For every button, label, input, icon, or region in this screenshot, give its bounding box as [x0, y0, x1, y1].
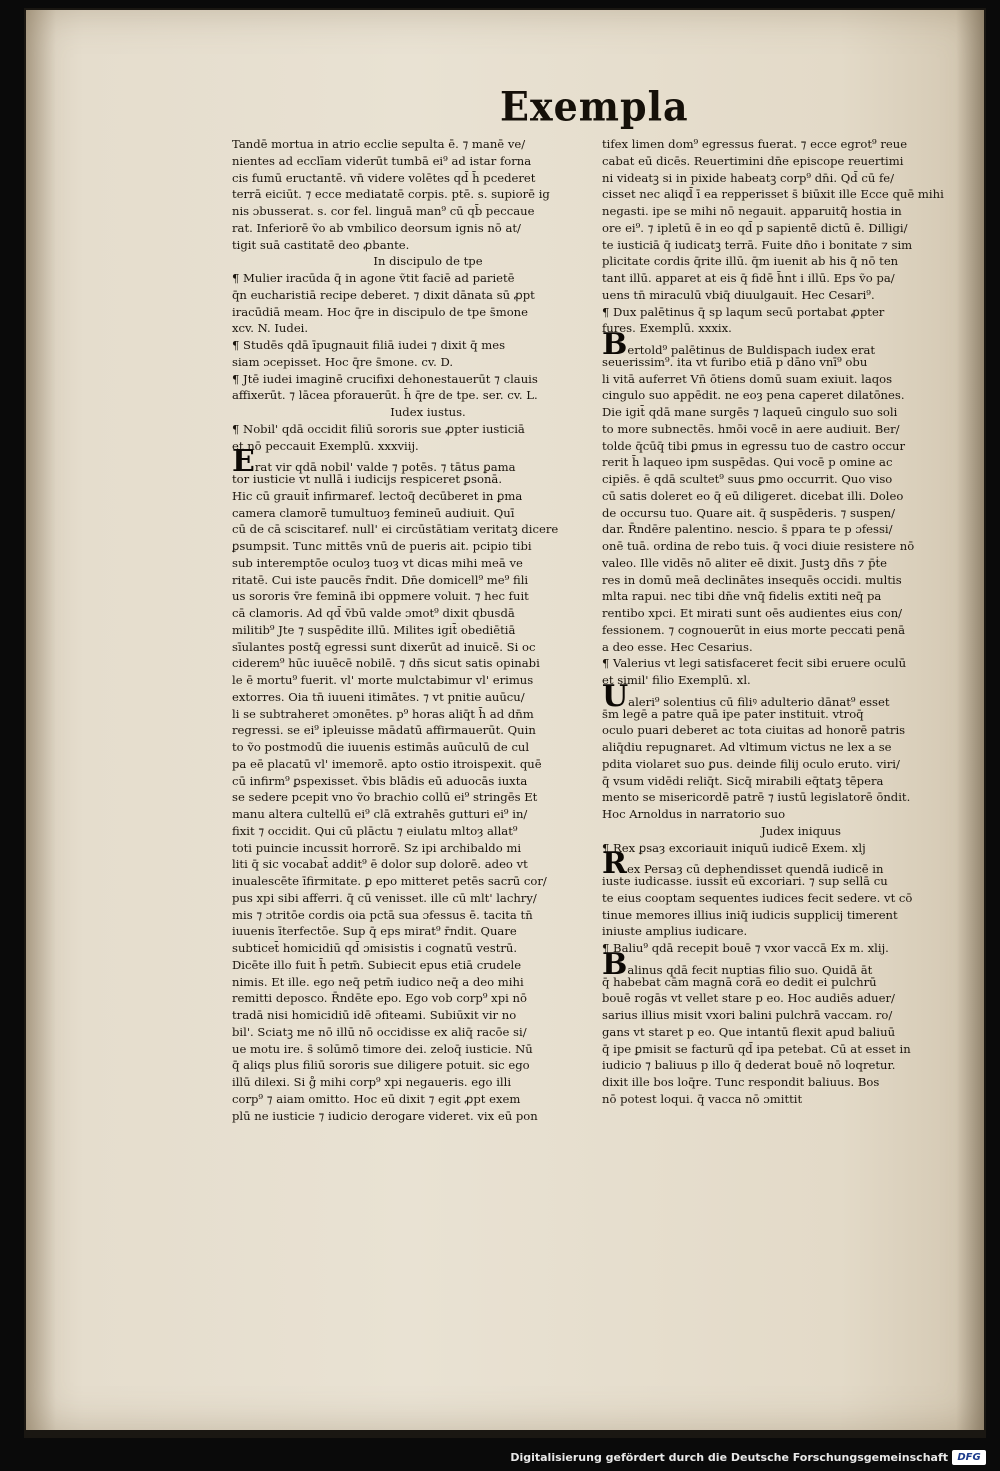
- text-line: rerit h̄ laqueo ipm suspēdas. Qui vocē p omine ac: [602, 455, 893, 470]
- text-line: plicitate cordis q̄rite illū. q̄m iuenit ab his q̄ nō ten: [602, 254, 899, 269]
- text-line: de occursu tuo. Quare ait. q̄ suspēderis. ⁊ suspen/: [602, 505, 896, 520]
- text-line: toti puincie incussit horrorē. Sz ipi archibaldo mi: [232, 840, 522, 855]
- text-line: Rex Persaȝ cū dephendisset quendā iudicē in: [602, 846, 884, 882]
- text-line: sarius illius misit vxori balini pulchrā vaccam. ro/: [602, 1008, 893, 1022]
- text-line: mento se misericordē patrē ⁊ iustū legislatorē ōndit.: [602, 790, 911, 805]
- text-line: cā clamoris. Ad qd̄ v̄bū valde ɔmot⁹ dixit qbusdā: [232, 606, 515, 620]
- text-line: siam ɔcepisset. Hoc q̄re s̄mone. cv. D.: [232, 354, 454, 369]
- text-line: Ualeri⁹ solentius cū filiꝰ adulterio dānat⁹ esset: [602, 678, 890, 714]
- text-line: uens tn̄ miraculū vbiq̄ diuulgauit. Hec Cesari⁹.: [602, 287, 875, 302]
- text-line: ritatē. Cui iste paucēs r̄ndit. Dn̄e domicell⁹ me⁹ fili: [232, 572, 529, 587]
- text-line: dixit ille bos loq̄re. Tunc respondit baliuus. Bos: [602, 1075, 880, 1089]
- text-line: cisset nec aliqd̄ ī ea repperisset s̄ biūxit ille Ecce quē mihi: [602, 187, 944, 202]
- text-line: terrā eiciūt. ⁊ ecce mediatatē corpis. ptē. s. supiorē ig: [232, 187, 550, 202]
- text-line: bil'. Sciatꝫ me nō illū nō occidisse ex aliq̄ racōe si/: [232, 1024, 527, 1039]
- text-line: Erat vir qdā nobil' valde ⁊ potēs. ⁊ tātus ꝑama: [232, 444, 516, 480]
- text-line: inualescēte īfirmitate. ꝑ epo mitteret petēs sacrū cor/: [232, 874, 547, 888]
- text-line: remitti deposco. R̄ndēte epo. Ego vob corp⁹ xpi nō: [232, 991, 527, 1006]
- text-line: pdita violaret suo ꝑus. deinde filij oculo eruto. viri/: [602, 756, 900, 771]
- text-line: cabat eū dicēs. Reuertimini dn̄e episcope reuertimi: [602, 153, 904, 168]
- left-text-column: [232, 136, 584, 1124]
- text-line: nimis. Et ille. ego neq̄ petm̄ iudico neq̄ a deo mihi: [232, 974, 524, 989]
- text-line: cū de cā sciscitaref. null' ei circūstātiam veritatꝫ dicere: [232, 522, 559, 537]
- text-line: xcv. N. Iudei.: [232, 321, 309, 336]
- text-line: corp⁹ ⁊ aiam omitto. Hoc eū dixit ⁊ egit ꝓpt exem: [232, 1091, 521, 1106]
- text-line: Die igit̄ qdā mane surgēs ⁊ laqueū cingulo suo soli: [602, 405, 898, 419]
- text-line: et nō peccauit Exemplū. xxxviij.: [232, 438, 419, 453]
- text-line: q̄ vsum vidēdi reliq̄t. Sicq̄ mirabili eq̄tatꝫ tēpera: [602, 773, 884, 788]
- text-line: se sedere pcepit vno ṽo brachio collū ei⁹ stringēs Et: [232, 790, 538, 805]
- text-line: regressi. se ei⁹ ipleuisse mādatū affirmauerūt. Quin: [232, 723, 536, 738]
- text-line: affixerūt. ⁊ lācea pforauerūt. h̄ q̄re de tpe. ser. cv. L.: [232, 388, 538, 403]
- text-line: mlta rapui. nec tibi dn̄e vnq̄ fidelis extiti neq̄ pa: [602, 589, 882, 604]
- text-line: tigit suā castitatē deo ꝓbante.: [232, 237, 410, 252]
- text-line: iracūdiā meam. Hoc q̄re in discipulo de tpe s̄mone: [232, 304, 529, 319]
- text-line: tradā nisi homicidiū idē ɔfiteami. Subiūxit vir no: [232, 1008, 517, 1022]
- text-line: seuerissim⁹. ita vt furibo etiā p dāno vnī⁹ obu: [602, 354, 868, 369]
- text-line: ciderem⁹ hūc iuuēcē nobilē. ⁊ dn̄s sicut satis opinabi: [232, 656, 540, 671]
- text-line: illū dilexi. Si g̊ mihi corp⁹ xpi negaueris. ego illi: [232, 1075, 512, 1089]
- text-line: fures. Exemplū. xxxix.: [602, 321, 732, 336]
- text-line: liti q̄ sic vocabat̄ addit⁹ ē dolor sup dolorē. adeo vt: [232, 857, 528, 872]
- text-line: Bertold⁹ palētinus de Buldispach iudex erat: [602, 327, 876, 362]
- text-line: manu altera cultellū ei⁹ clā extrahēs gutturi ei⁹ in/: [232, 807, 528, 821]
- text-line: tinue memores illius iniq̄ iudicis supplicij timerent: [602, 907, 898, 922]
- text-line: ¶ Studēs qdā īpugnauit filiā iudei ⁊ dixit q̄ mes: [232, 338, 506, 352]
- text-line: mis ⁊ ɔtritōe cordis oia pctā sua ɔfessus ē. tacita tn̄: [232, 907, 533, 922]
- text-line: li vitā auferret Vn̄ ōtiens domū suam exiuit. laqos: [602, 371, 893, 386]
- text-line: ¶ Valerius vt legi satisfaceret fecit sibi eruere oculū: [602, 656, 907, 671]
- page-edge-stain: [26, 10, 56, 1430]
- text-line: valeo. Ille vidēs nō aliter eē dixit. Justꝫ dn̄s ⁊ p̄ṫe: [602, 555, 888, 570]
- text-line: bouē rogās vt vellet stare p eo. Hoc audiēs aduer/: [602, 991, 895, 1006]
- text-line: Dicēte illo fuit h̄ petm̄. Subiecit epus etiā crudele: [232, 957, 522, 972]
- text-line: le ē mortu⁹ fuerit. vl' morte mulctabimur vl' erimus: [232, 673, 534, 687]
- text-line: a deo esse. Hec Cesarius.: [602, 639, 753, 654]
- text-line: sīulantes postq̄ egressi sunt dixerūt ad inuicē. Si oc: [232, 639, 536, 654]
- text-line: ni videatꝫ si in pixide habeatꝫ corp⁹ dn̄i. Qd̄ cū fe/: [602, 170, 895, 185]
- text-line: li se subtraheret ɔmonētes. p⁹ horas aliq̄t h̄ ad dn̄m: [232, 706, 534, 721]
- text-line: cū satis doleret eo q̄ eū diligeret. dicebat illi. Doleo: [602, 488, 904, 503]
- text-line: et simil' filio Exemplū. xl.: [602, 673, 751, 687]
- text-line: q̄ aliqs plus filiū sororis sue diligere potuit. sic ego: [232, 1058, 530, 1073]
- text-line: iudicio ⁊ baliuus p illo q̄ dederat bouē nō loqretur.: [602, 1058, 896, 1073]
- text-line: onē tuā. ordina de rebo tuis. q̄ voci diuie resistere nō: [602, 539, 915, 553]
- text-line: dar. R̄ndēre palentino. nescio. s̄ ppara te p ɔfessi/: [602, 522, 893, 537]
- text-line: camera clamorē tumultuoȝ femineū audiuit. Quī: [232, 505, 515, 520]
- text-line: q̄n eucharistiā recipe deberet. ⁊ dixit dānata sū ꝓpt: [232, 287, 535, 302]
- text-line: res in domū meā declinātes insequēs occidi. multis: [602, 572, 902, 587]
- text-line: ore ei⁹. ⁊ ipletū ē in eo qd̄ p sapientē dictū ē. Dilligi/: [602, 220, 908, 235]
- text-line: pus xpi sibi afferri. q̄ cū venisset. ille cū mlt' lachry/: [232, 890, 537, 905]
- text-line: rat. Inferiorē ṽo ab vmbilico deorsum ignis nō at/: [232, 220, 521, 235]
- running-head: Exempla: [500, 82, 689, 131]
- text-line: to more subnectēs. hmōi vocē in aere audiuit. Ber/: [602, 421, 900, 436]
- right-text-column: [602, 136, 960, 1108]
- text-line: subticet̄ homicidiū qd̄ ɔmisistis i cognatū vestrū.: [232, 941, 518, 955]
- text-line: s̄m legē a patre quā ipe pater instituit. vtroq̄: [602, 706, 864, 721]
- text-line: nis ɔbusserat. s. cor fel. linguā man⁹ cū qb̄ peccaue: [232, 204, 535, 218]
- text-line: cū infirm⁹ ꝑspexisset. v̄bis blādis eū aduocās iuxta: [232, 773, 528, 788]
- text-line: plū ne iusticie ⁊ iudicio derogare videret. vix eū pon: [232, 1108, 538, 1123]
- text-line: nientes ad ecclīam viderūt tumbā ei⁹ ad istar forna: [232, 153, 532, 168]
- text-line: fessionem. ⁊ cognouerūt in eius morte peccati penā: [602, 622, 906, 637]
- text-line: militib⁹ Jte ⁊ suspēdite illū. Milites igit̄ obediētiā: [232, 622, 516, 637]
- text-line: tolde q̄cūq̄ tibi ꝑmus in egressu tuo de castro occur: [602, 438, 905, 453]
- text-line: ¶ Mulier iracūda q̄ in agone ṽtit faciē ad parietē: [232, 271, 515, 285]
- text-line: cis fumū eructantē. vn̄ videre volētes qd̄ h̄ pcederet: [232, 170, 536, 185]
- text-line: q̄ ipe ꝑmisit se facturū qd̄ ipa petebat. Cū at esset in: [602, 1041, 911, 1056]
- text-line: ꝑsumpsit. Tunc mittēs vnū de pueris ait. pcipio tibi: [232, 539, 532, 553]
- text-line: tifex limen dom⁹ egressus fuerat. ⁊ ecce egrot⁹ reue: [602, 137, 908, 151]
- text-line: tant illū. apparet at eis q̄ fidē h̄nt i illū. Eps ṽo pa/: [602, 271, 895, 285]
- text-line: iuuenis īterfectōe. Sup q̄ eps mirat⁹ r̄ndit. Quare: [232, 924, 517, 939]
- text-line: gans vt staret p eo. Que intantū flexit apud baliuū: [602, 1024, 896, 1039]
- text-line: ¶ Rex ꝑsaȝ excoriauit iniquū iudicē Exem. xlj: [602, 840, 866, 855]
- text-line: oculo puari deberet ac tota ciuitas ad honorē patris: [602, 723, 906, 738]
- gutter-shadow: [956, 10, 984, 1430]
- text-line: ¶ Nobil' qdā occidit filiū sororis sue ꝓpter iusticiā: [232, 421, 525, 436]
- text-line: q̄ habebat cām magnā corā eo dedit ei pulchrū: [602, 974, 877, 989]
- text-line: Judex iniquus: [761, 823, 841, 838]
- text-line: pa eē placatū vl' imemorē. apto ostio itroispexit. quē: [232, 756, 542, 771]
- text-line: us sororis v̄re feminā ibi oppmere voluit. ⁊ hec fuit: [232, 589, 529, 604]
- text-line: iuste iudicasse. iussit eū excoriari. ⁊ sup sellā cu: [602, 874, 888, 888]
- text-line: te iusticiā q̄ iudicatꝫ terrā. Fuite dn̄o i bonitate ⁊ sim: [602, 237, 913, 252]
- text-line: negasti. ipe se mihi nō negauit. apparuitq̄ hostia in: [602, 204, 902, 218]
- text-line: ¶ Dux palētinus q̄ sp laqum secū portabat ꝓpter: [602, 304, 885, 319]
- text-line: ¶ Baliu⁹ qdā recepit bouē ⁊ vxor vaccā Ex m. xlij.: [602, 941, 889, 955]
- text-line: Balinus qdā fecit nuptias filio suo. Quidā āt: [602, 946, 873, 982]
- text-line: Tandē mortua in atrio ecclie sepulta ē. ⁊ manē ve/: [232, 137, 526, 151]
- text-line: Hoc Arnoldus in narratorio suo: [602, 807, 786, 821]
- dfg-logo: DFG: [952, 1450, 986, 1465]
- text-line: Hic cū grauit̄ infirmaref. lectoq̄ decūberet in ꝑma: [232, 488, 523, 503]
- text-line: aliq̄diu repugnaret. Ad vltimum victus ne lex a se: [602, 740, 892, 754]
- text-line: ue motu ire. s̄ solūmō timore dei. zeloq̄ iusticie. Nū: [232, 1041, 533, 1056]
- text-line: sub interemptōe oculoȝ tuoȝ vt dicas mihi meā ve: [232, 555, 523, 570]
- text-line: In discipulo de tpe: [373, 254, 483, 269]
- text-line: fixit ⁊ occidit. Qui cū plāctu ⁊ eiulatu mltoȝ allat⁹: [232, 823, 518, 838]
- text-line: rentibo xpci. Et mirati sunt oēs audientes eius con/: [602, 606, 903, 620]
- text-line: ¶ Jtē iudei imaginē crucifixi dehonestauerūt ⁊ clauis: [232, 371, 538, 386]
- text-line: te eius cooptam sequentes iudices fecit sedere. vt cō: [602, 890, 913, 905]
- text-line: Iudex iustus.: [390, 405, 466, 419]
- text-line: cipiēs. ē qdā scultet⁹ suus ꝑmo occurrit. Quo viso: [602, 472, 893, 486]
- text-line: to ṽo postmodū die iuuenis estimās auūculū de cul: [232, 740, 530, 754]
- text-line: iniuste amplius iudicare.: [602, 924, 748, 939]
- text-line: cingulo suo appēdit. ne eoȝ pena caperet dilatōnes.: [602, 388, 905, 403]
- text-line: tor iusticie vt nullā i iudicijs respiceret ꝑsonā.: [232, 472, 503, 486]
- text-line: extorres. Oia tn̄ iuueni itimātes. ⁊ vt pnitie auūcu/: [232, 689, 525, 704]
- text-line: nō potest loqui. q̄ vacca nō ɔmittit: [602, 1091, 803, 1106]
- footer-credit: Digitalisierung gefördert durch die Deutsche Forschungsgemeinschaft: [510, 1451, 948, 1464]
